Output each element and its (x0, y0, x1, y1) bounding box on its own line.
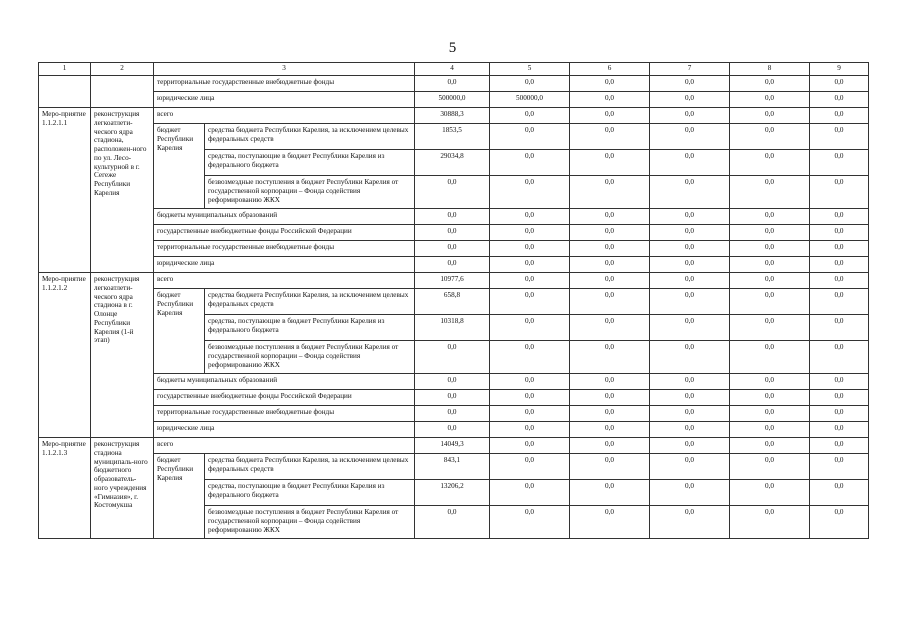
table-row (39, 92, 869, 108)
column-header: 2 (91, 63, 154, 76)
value-cell: 0,0 (810, 315, 869, 341)
value-cell: 0,0 (810, 150, 869, 176)
value-cell: 0,0 (490, 374, 570, 390)
value-cell: 500000,0 (490, 92, 570, 108)
value-cell: 658,8 (415, 289, 490, 315)
value-cell: 0,0 (490, 241, 570, 257)
value-cell: 0,0 (650, 108, 730, 124)
value-cell: 0,0 (570, 406, 650, 422)
value-cell: 0,0 (570, 480, 650, 506)
source-label: юридические лица (154, 92, 415, 108)
value-cell: 0,0 (810, 289, 869, 315)
table-row (39, 289, 869, 315)
measure-name: реконструкция легкоатлети-ческого ядра стадиона, расположен-ного по ул. Лесо-культурной в г. Сегеже Республики Карелия (91, 108, 154, 273)
value-cell: 0,0 (730, 273, 810, 289)
value-cell: 0,0 (810, 108, 869, 124)
source-label: средства, поступающие в бюджет Республики Карелия из федерального бюджета (205, 480, 415, 506)
column-header: 6 (570, 63, 650, 76)
value-cell: 0,0 (650, 176, 730, 209)
value-cell: 0,0 (730, 438, 810, 454)
source-label: бюджеты муниципальных образований (154, 374, 415, 390)
value-cell: 0,0 (490, 454, 570, 480)
value-cell: 0,0 (810, 390, 869, 406)
value-cell: 0,0 (730, 176, 810, 209)
source-label: средства бюджета Республики Карелия, за исключением целевых федеральных средств (205, 289, 415, 315)
table-row (39, 241, 869, 257)
measure-code: Меро-приятие 1.1.2.1.1 (39, 108, 91, 273)
measure-code: Меро-приятие 1.1.2.1.3 (39, 438, 91, 539)
value-cell: 0,0 (570, 454, 650, 480)
value-cell: 0,0 (650, 422, 730, 438)
value-cell: 0,0 (650, 289, 730, 315)
value-cell: 0,0 (490, 422, 570, 438)
source-label: территориальные государственные внебюджетные фонды (154, 241, 415, 257)
value-cell: 0,0 (810, 480, 869, 506)
value-cell: 0,0 (570, 76, 650, 92)
value-cell: 0,0 (730, 341, 810, 374)
table-row (39, 390, 869, 406)
source-label: юридические лица (154, 257, 415, 273)
page-number: 5 (448, 40, 457, 56)
value-cell: 0,0 (810, 92, 869, 108)
value-cell: 0,0 (415, 241, 490, 257)
value-cell: 0,0 (570, 315, 650, 341)
source-label: всего (154, 438, 415, 454)
value-cell: 0,0 (490, 273, 570, 289)
source-label: государственные внебюджетные фонды Российской Федерации (154, 390, 415, 406)
value-cell: 0,0 (570, 92, 650, 108)
value-cell: 0,0 (415, 176, 490, 209)
value-cell: 0,0 (415, 209, 490, 225)
table-row (39, 257, 869, 273)
measure-name: реконструкция стадиона муниципаль-ного бюджетного образователь-ного учреждения «Гимназия», г. Костомукша (91, 438, 154, 539)
value-cell: 0,0 (650, 374, 730, 390)
source-label: юридические лица (154, 422, 415, 438)
value-cell: 0,0 (490, 406, 570, 422)
value-cell: 0,0 (490, 124, 570, 150)
value-cell: 0,0 (730, 315, 810, 341)
value-cell: 0,0 (730, 406, 810, 422)
value-cell: 0,0 (490, 341, 570, 374)
value-cell: 0,0 (730, 289, 810, 315)
table-row (39, 422, 869, 438)
value-cell: 0,0 (650, 273, 730, 289)
value-cell: 0,0 (570, 241, 650, 257)
value-cell: 0,0 (650, 341, 730, 374)
value-cell: 0,0 (490, 209, 570, 225)
value-cell: 0,0 (650, 124, 730, 150)
value-cell: 0,0 (490, 225, 570, 241)
value-cell: 0,0 (490, 390, 570, 406)
value-cell: 0,0 (650, 92, 730, 108)
source-label: территориальные государственные внебюджетные фонды (154, 406, 415, 422)
value-cell: 0,0 (730, 454, 810, 480)
source-label: всего (154, 108, 415, 124)
value-cell: 0,0 (490, 438, 570, 454)
value-cell: 0,0 (650, 225, 730, 241)
value-cell: 0,0 (490, 176, 570, 209)
value-cell: 0,0 (810, 76, 869, 92)
value-cell: 0,0 (730, 506, 810, 539)
source-label: государственные внебюджетные фонды Российской Федерации (154, 225, 415, 241)
value-cell: 0,0 (570, 289, 650, 315)
value-cell: 0,0 (415, 390, 490, 406)
value-cell: 0,0 (490, 480, 570, 506)
table-row (39, 406, 869, 422)
value-cell: 0,0 (650, 390, 730, 406)
source-label: территориальные государственные внебюджетные фонды (154, 76, 415, 92)
value-cell: 0,0 (730, 257, 810, 273)
value-cell: 0,0 (490, 506, 570, 539)
value-cell: 13206,2 (415, 480, 490, 506)
value-cell: 0,0 (810, 257, 869, 273)
measure-code: Меро-приятие 1.1.2.1.2 (39, 273, 91, 438)
name-cell (91, 76, 154, 108)
measure-row (39, 438, 869, 454)
value-cell: 0,0 (415, 374, 490, 390)
column-header: 5 (490, 63, 570, 76)
value-cell: 843,1 (415, 454, 490, 480)
value-cell: 0,0 (810, 341, 869, 374)
value-cell: 0,0 (730, 225, 810, 241)
value-cell: 0,0 (730, 390, 810, 406)
value-cell: 29034,8 (415, 150, 490, 176)
value-cell: 0,0 (810, 241, 869, 257)
value-cell: 0,0 (650, 506, 730, 539)
table-row (39, 76, 869, 92)
value-cell: 0,0 (570, 390, 650, 406)
source-label: бюджеты муниципальных образований (154, 209, 415, 225)
source-label: средства бюджета Республики Карелия, за исключением целевых федеральных средств (205, 124, 415, 150)
measure-row (39, 273, 869, 289)
value-cell: 0,0 (415, 225, 490, 241)
value-cell: 0,0 (570, 209, 650, 225)
financing-table (38, 62, 869, 539)
value-cell: 0,0 (570, 225, 650, 241)
value-cell: 0,0 (810, 506, 869, 539)
value-cell: 0,0 (810, 209, 869, 225)
value-cell: 0,0 (650, 209, 730, 225)
source-label: средства, поступающие в бюджет Республики Карелия из федерального бюджета (205, 315, 415, 341)
value-cell: 0,0 (570, 422, 650, 438)
value-cell: 0,0 (415, 257, 490, 273)
value-cell: 0,0 (810, 454, 869, 480)
source-label: безвозмездные поступления в бюджет Республики Карелия от государственной корпорации – Фонда содействия реформированию ЖКХ (205, 506, 415, 539)
value-cell: 10977,6 (415, 273, 490, 289)
value-cell: 0,0 (570, 108, 650, 124)
value-cell: 0,0 (810, 176, 869, 209)
value-cell: 0,0 (730, 480, 810, 506)
value-cell: 0,0 (810, 438, 869, 454)
value-cell: 0,0 (730, 76, 810, 92)
budget-group-label: бюджет Республики Карелия (154, 124, 205, 209)
source-label: безвозмездные поступления в бюджет Республики Карелия от государственной корпорации – Фонда содействия реформированию ЖКХ (205, 341, 415, 374)
value-cell: 10318,8 (415, 315, 490, 341)
value-cell: 0,0 (490, 289, 570, 315)
column-header: 1 (39, 63, 91, 76)
value-cell: 0,0 (570, 341, 650, 374)
value-cell: 0,0 (570, 150, 650, 176)
column-header: 7 (650, 63, 730, 76)
value-cell: 0,0 (810, 422, 869, 438)
code-cell (39, 76, 91, 108)
value-cell: 30888,3 (415, 108, 490, 124)
value-cell: 0,0 (650, 315, 730, 341)
value-cell: 0,0 (730, 209, 810, 225)
table-row (39, 454, 869, 480)
value-cell: 0,0 (415, 341, 490, 374)
value-cell: 0,0 (415, 406, 490, 422)
column-header: 8 (730, 63, 810, 76)
column-header: 9 (810, 63, 869, 76)
value-cell: 0,0 (650, 480, 730, 506)
value-cell: 0,0 (810, 225, 869, 241)
column-header: 3 (154, 63, 415, 76)
value-cell: 0,0 (650, 257, 730, 273)
value-cell: 0,0 (490, 257, 570, 273)
value-cell: 0,0 (570, 257, 650, 273)
value-cell: 0,0 (650, 241, 730, 257)
value-cell: 0,0 (490, 76, 570, 92)
table-row (39, 225, 869, 241)
source-label: средства, поступающие в бюджет Республики Карелия из федерального бюджета (205, 150, 415, 176)
value-cell: 0,0 (570, 273, 650, 289)
value-cell: 0,0 (810, 273, 869, 289)
value-cell: 0,0 (490, 315, 570, 341)
value-cell: 0,0 (730, 374, 810, 390)
table-row (39, 374, 869, 390)
source-label: безвозмездные поступления в бюджет Республики Карелия от государственной корпорации – Фонда содействия реформированию ЖКХ (205, 176, 415, 209)
value-cell: 0,0 (650, 406, 730, 422)
value-cell: 0,0 (730, 124, 810, 150)
value-cell: 0,0 (650, 438, 730, 454)
value-cell: 0,0 (570, 506, 650, 539)
table-row (39, 124, 869, 150)
value-cell: 0,0 (730, 241, 810, 257)
value-cell: 0,0 (570, 374, 650, 390)
value-cell: 0,0 (490, 150, 570, 176)
value-cell: 0,0 (490, 108, 570, 124)
value-cell: 0,0 (810, 406, 869, 422)
value-cell: 0,0 (650, 150, 730, 176)
value-cell: 0,0 (570, 176, 650, 209)
budget-group-label: бюджет Республики Карелия (154, 454, 205, 539)
value-cell: 0,0 (730, 150, 810, 176)
value-cell: 0,0 (415, 422, 490, 438)
budget-group-label: бюджет Республики Карелия (154, 289, 205, 374)
value-cell: 0,0 (650, 76, 730, 92)
value-cell: 0,0 (730, 92, 810, 108)
table-row (39, 209, 869, 225)
value-cell: 0,0 (650, 454, 730, 480)
value-cell: 0,0 (570, 124, 650, 150)
column-header: 4 (415, 63, 490, 76)
source-label: средства бюджета Республики Карелия, за исключением целевых федеральных средств (205, 454, 415, 480)
value-cell: 0,0 (415, 76, 490, 92)
header-row (39, 63, 869, 76)
value-cell: 0,0 (570, 438, 650, 454)
value-cell: 1853,5 (415, 124, 490, 150)
value-cell: 500000,0 (415, 92, 490, 108)
value-cell: 14049,3 (415, 438, 490, 454)
value-cell: 0,0 (810, 374, 869, 390)
value-cell: 0,0 (730, 422, 810, 438)
source-label: всего (154, 273, 415, 289)
value-cell: 0,0 (730, 108, 810, 124)
measure-row (39, 108, 869, 124)
value-cell: 0,0 (810, 124, 869, 150)
value-cell: 0,0 (415, 506, 490, 539)
measure-name: реконструкция легкоатлети-ческого ядра стадиона в г. Олонце Республики Карелия (1-й этап) (91, 273, 154, 438)
